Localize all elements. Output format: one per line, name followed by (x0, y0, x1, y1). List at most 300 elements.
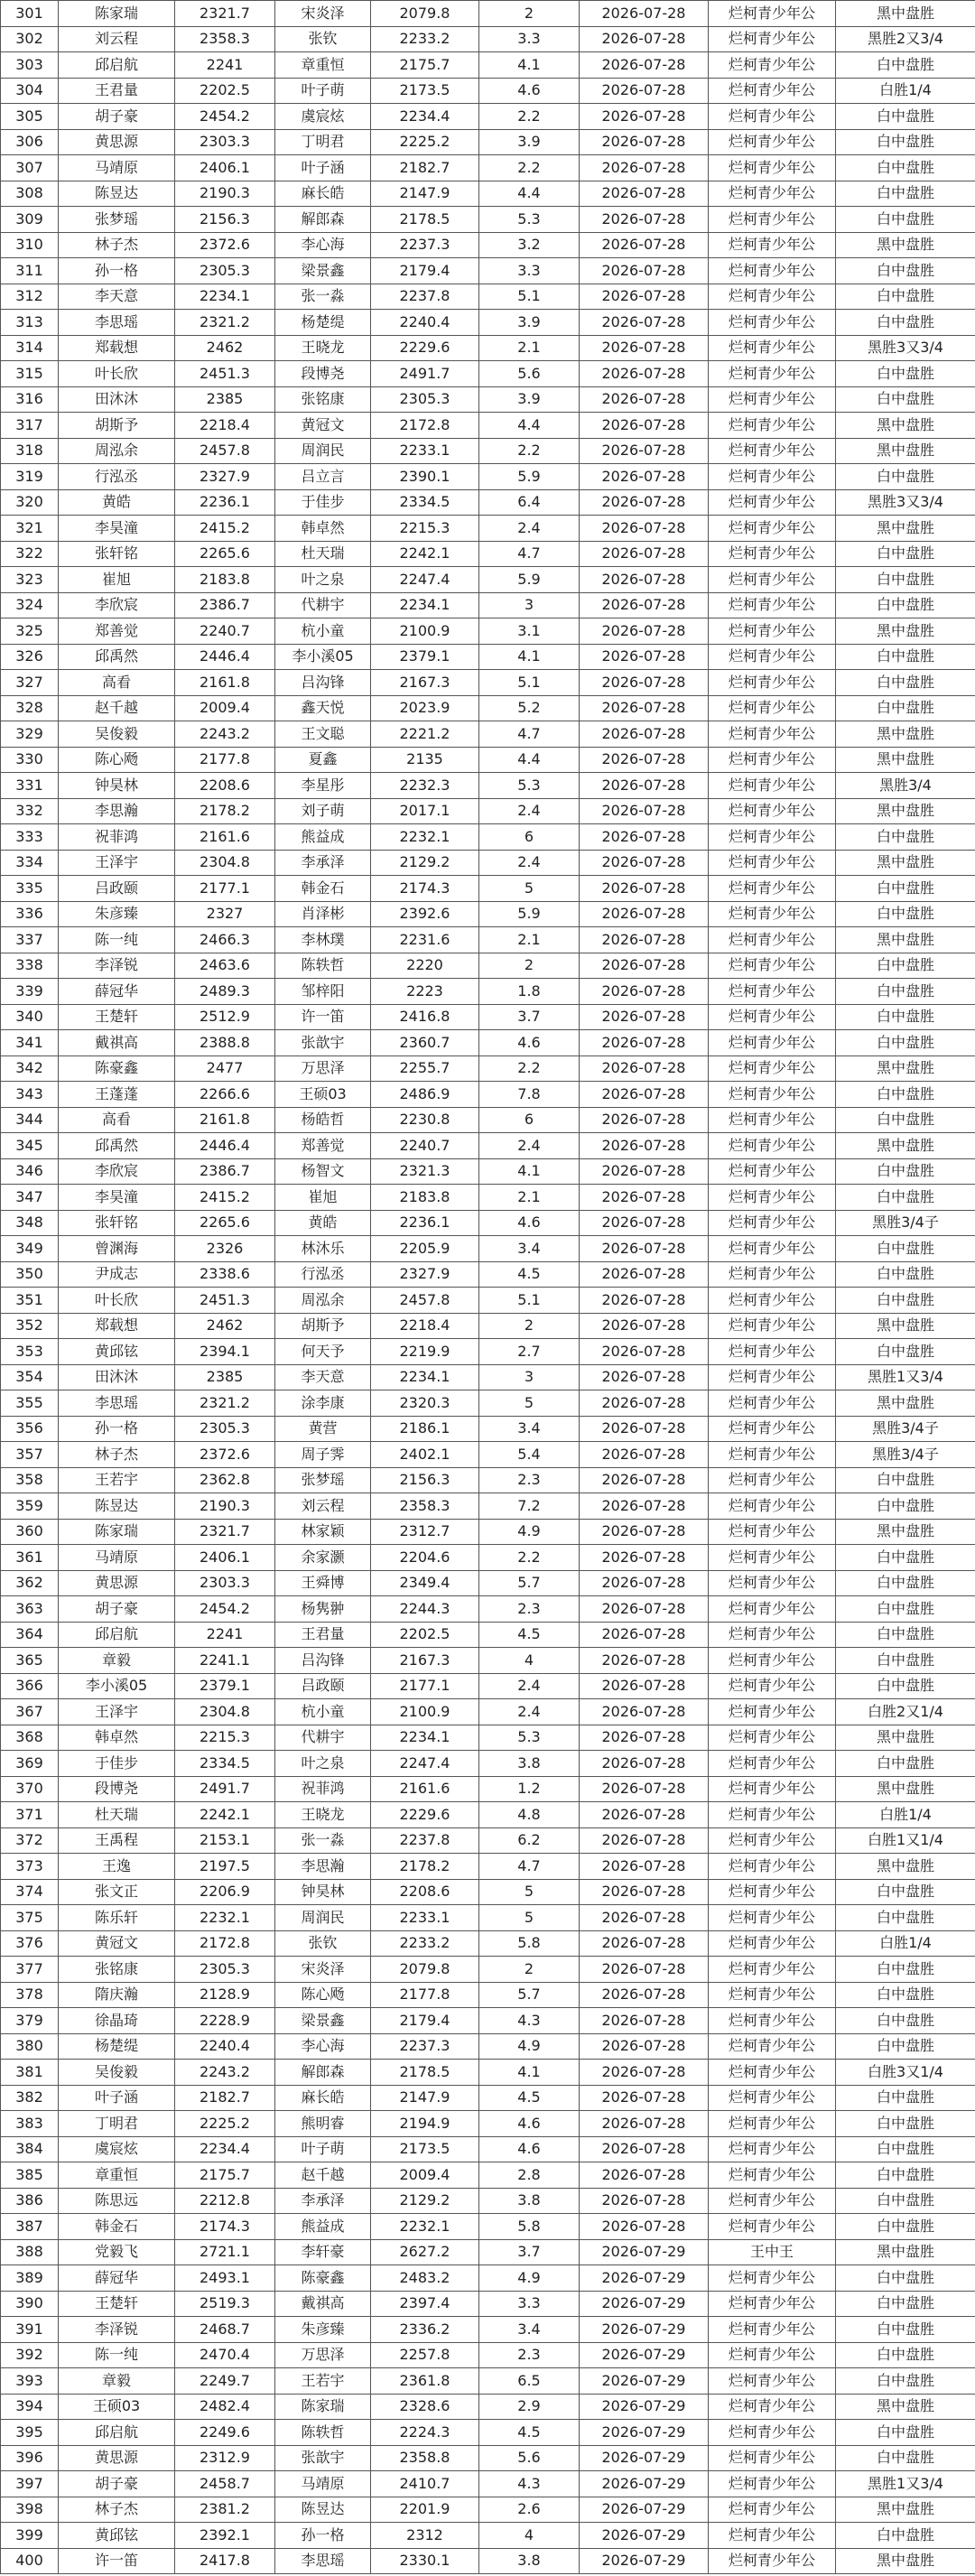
game-number-cell: 369 (1, 1751, 59, 1777)
black-player-cell: 陈家瑞 (59, 1, 175, 27)
white-rating-cell: 2230.8 (371, 1107, 479, 1133)
white-player-cell: 刘云程 (275, 1493, 371, 1520)
black-player-cell: 薛冠华 (59, 979, 175, 1005)
table-row (1, 618, 975, 645)
white-rating-cell: 2229.6 (371, 1802, 479, 1828)
black-player-cell: 王泽宇 (59, 850, 175, 876)
white-rating-cell: 2358.3 (371, 1493, 479, 1520)
tournament-cell: 烂柯青少年公 (709, 2445, 836, 2471)
game-number-cell: 321 (1, 516, 59, 542)
table-row (1, 1107, 975, 1133)
black-player-cell: 黄思源 (59, 129, 175, 155)
table-row (1, 438, 975, 464)
result-cell: 白中盘胜 (836, 824, 975, 851)
white-rating-cell: 2194.9 (371, 2111, 479, 2137)
game-number-cell: 349 (1, 1236, 59, 1262)
black-player-cell: 张梦瑶 (59, 207, 175, 233)
white-player-cell: 李轩豪 (275, 2239, 371, 2265)
game-number-cell: 322 (1, 541, 59, 567)
handicap-cell: 4.9 (479, 2033, 580, 2060)
game-number-cell: 323 (1, 567, 59, 593)
black-player-cell: 徐晶琦 (59, 2008, 175, 2034)
game-date-cell: 2026-07-28 (580, 1725, 709, 1751)
white-rating-cell: 2202.5 (371, 1622, 479, 1648)
result-cell: 黑中盘胜 (836, 850, 975, 876)
handicap-cell: 3 (479, 1364, 580, 1390)
black-rating-cell: 2234.1 (175, 284, 275, 310)
white-player-cell: 周子霁 (275, 1442, 371, 1468)
game-date-cell: 2026-07-28 (580, 824, 709, 851)
game-number-cell: 362 (1, 1570, 59, 1596)
white-player-cell: 戴祺高 (275, 2291, 371, 2317)
table-row (1, 1390, 975, 1417)
black-player-cell: 薛冠华 (59, 2265, 175, 2292)
game-number-cell: 303 (1, 52, 59, 79)
white-player-cell: 陈心飏 (275, 1982, 371, 2008)
white-rating-cell: 2237.8 (371, 1827, 479, 1854)
handicap-cell: 6.2 (479, 1827, 580, 1854)
black-player-cell: 李思瑶 (59, 310, 175, 336)
game-date-cell: 2026-07-28 (580, 1082, 709, 1108)
game-date-cell: 2026-07-28 (580, 1390, 709, 1417)
game-number-cell: 380 (1, 2033, 59, 2060)
game-date-cell: 2026-07-28 (580, 1751, 709, 1777)
black-rating-cell: 2177.8 (175, 747, 275, 773)
black-player-cell: 林子杰 (59, 1442, 175, 1468)
black-player-cell: 刘云程 (59, 26, 175, 52)
game-number-cell: 314 (1, 335, 59, 361)
table-row (1, 413, 975, 439)
table-row (1, 2136, 975, 2162)
game-date-cell: 2026-07-29 (580, 2239, 709, 2265)
table-row (1, 1185, 975, 1211)
table-row (1, 1930, 975, 1957)
handicap-cell: 2.1 (479, 927, 580, 953)
handicap-cell: 4.5 (479, 2085, 580, 2111)
result-cell: 白中盘胜 (836, 1648, 975, 1674)
tournament-cell: 烂柯青少年公 (709, 1776, 836, 1802)
white-player-cell: 李承泽 (275, 850, 371, 876)
white-player-cell: 解郎森 (275, 207, 371, 233)
black-rating-cell: 2128.9 (175, 1982, 275, 2008)
black-rating-cell: 2243.2 (175, 2060, 275, 2086)
handicap-cell: 4.7 (479, 1854, 580, 1880)
white-player-cell: 代耕宇 (275, 592, 371, 618)
result-cell: 白中盘胜 (836, 1673, 975, 1699)
black-rating-cell: 2462 (175, 335, 275, 361)
black-player-cell: 胡子豪 (59, 104, 175, 130)
white-rating-cell: 2178.2 (371, 1854, 479, 1880)
black-rating-cell: 2493.1 (175, 2265, 275, 2292)
game-number-cell: 351 (1, 1288, 59, 1314)
handicap-cell: 3.9 (479, 386, 580, 413)
game-date-cell: 2026-07-28 (580, 52, 709, 79)
tournament-cell: 烂柯青少年公 (709, 2420, 836, 2446)
white-rating-cell: 2079.8 (371, 1, 479, 27)
tournament-cell: 烂柯青少年公 (709, 310, 836, 336)
table-row (1, 1751, 975, 1777)
black-rating-cell: 2202.5 (175, 78, 275, 104)
table-row (1, 1339, 975, 1365)
game-date-cell: 2026-07-28 (580, 2033, 709, 2060)
game-date-cell: 2026-07-28 (580, 1545, 709, 1571)
tournament-cell: 烂柯青少年公 (709, 2394, 836, 2420)
tournament-cell: 烂柯青少年公 (709, 2265, 836, 2292)
black-player-cell: 崔旭 (59, 567, 175, 593)
handicap-cell: 2.2 (479, 155, 580, 181)
black-player-cell: 杨楚缇 (59, 2033, 175, 2060)
game-number-cell: 345 (1, 1133, 59, 1159)
handicap-cell: 4.5 (479, 1261, 580, 1288)
result-cell: 白中盘胜 (836, 1236, 975, 1262)
tournament-cell: 烂柯青少年公 (709, 232, 836, 258)
game-date-cell: 2026-07-28 (580, 1879, 709, 1905)
black-rating-cell: 2362.8 (175, 1467, 275, 1493)
tournament-cell: 烂柯青少年公 (709, 1957, 836, 1983)
tournament-cell: 烂柯青少年公 (709, 1622, 836, 1648)
black-player-cell: 陈乐轩 (59, 1905, 175, 1931)
tournament-cell: 烂柯青少年公 (709, 1004, 836, 1030)
black-rating-cell: 2519.3 (175, 2291, 275, 2317)
black-rating-cell: 2326 (175, 1236, 275, 1262)
white-rating-cell: 2358.8 (371, 2445, 479, 2471)
table-row (1, 592, 975, 618)
white-rating-cell: 2234.1 (371, 1725, 479, 1751)
white-player-cell: 林沐乐 (275, 1236, 371, 1262)
tournament-cell: 烂柯青少年公 (709, 1364, 836, 1390)
tournament-cell: 烂柯青少年公 (709, 1930, 836, 1957)
handicap-cell: 4.9 (479, 1519, 580, 1545)
tournament-cell: 烂柯青少年公 (709, 927, 836, 953)
table-row (1, 489, 975, 516)
game-number-cell: 301 (1, 1, 59, 27)
white-player-cell: 李林璞 (275, 927, 371, 953)
white-player-cell: 万思泽 (275, 2342, 371, 2368)
table-row (1, 1056, 975, 1082)
table-row (1, 2420, 975, 2446)
game-number-cell: 375 (1, 1905, 59, 1931)
game-date-cell: 2026-07-28 (580, 850, 709, 876)
tournament-cell: 烂柯青少年公 (709, 1751, 836, 1777)
table-row (1, 927, 975, 953)
black-rating-cell: 2197.5 (175, 1854, 275, 1880)
result-cell: 白中盘胜 (836, 2033, 975, 2060)
game-number-cell: 357 (1, 1442, 59, 1468)
handicap-cell: 5.7 (479, 1982, 580, 2008)
handicap-cell: 5.6 (479, 2445, 580, 2471)
tournament-cell: 烂柯青少年公 (709, 695, 836, 721)
black-player-cell: 郑善觉 (59, 618, 175, 645)
table-row (1, 695, 975, 721)
black-player-cell: 高看 (59, 670, 175, 696)
black-rating-cell: 2406.1 (175, 1545, 275, 1571)
white-rating-cell: 2175.7 (371, 52, 479, 79)
white-rating-cell: 2236.1 (371, 1210, 479, 1236)
handicap-cell: 5.2 (479, 695, 580, 721)
handicap-cell: 5.1 (479, 284, 580, 310)
black-rating-cell: 2241 (175, 52, 275, 79)
result-cell: 白中盘胜 (836, 1339, 975, 1365)
black-rating-cell: 2182.7 (175, 2085, 275, 2111)
result-cell: 白中盘胜 (836, 2188, 975, 2214)
tournament-cell: 烂柯青少年公 (709, 618, 836, 645)
black-rating-cell: 2242.1 (175, 1802, 275, 1828)
result-cell: 黑胜1又3/4 (836, 2471, 975, 2497)
handicap-cell: 5.3 (479, 773, 580, 799)
game-date-cell: 2026-07-29 (580, 2265, 709, 2292)
game-date-cell: 2026-07-28 (580, 335, 709, 361)
black-player-cell: 田沐沐 (59, 1364, 175, 1390)
black-player-cell: 张轩铭 (59, 541, 175, 567)
black-rating-cell: 2303.3 (175, 129, 275, 155)
black-rating-cell: 2381.2 (175, 2497, 275, 2523)
black-player-cell: 高看 (59, 1107, 175, 1133)
game-number-cell: 397 (1, 2471, 59, 2497)
handicap-cell: 2.2 (479, 438, 580, 464)
black-player-cell: 钟昊林 (59, 773, 175, 799)
table-row (1, 361, 975, 387)
white-player-cell: 杨隽翀 (275, 1596, 371, 1623)
tournament-cell: 王中王 (709, 2239, 836, 2265)
tournament-cell: 烂柯青少年公 (709, 1107, 836, 1133)
tournament-cell: 烂柯青少年公 (709, 516, 836, 542)
black-rating-cell: 2463.6 (175, 953, 275, 979)
result-cell: 白中盘胜 (836, 284, 975, 310)
white-player-cell: 章重恒 (275, 52, 371, 79)
white-player-cell: 宋炎泽 (275, 1, 371, 27)
game-number-cell: 346 (1, 1158, 59, 1185)
tournament-cell: 烂柯青少年公 (709, 52, 836, 79)
game-date-cell: 2026-07-28 (580, 361, 709, 387)
game-date-cell: 2026-07-28 (580, 747, 709, 773)
white-player-cell: 吕沟锋 (275, 670, 371, 696)
result-cell: 黑中盘胜 (836, 1854, 975, 1880)
handicap-cell: 2.4 (479, 798, 580, 824)
handicap-cell: 4.9 (479, 2265, 580, 2292)
game-number-cell: 353 (1, 1339, 59, 1365)
black-player-cell: 李欣宸 (59, 1158, 175, 1185)
game-date-cell: 2026-07-28 (580, 2214, 709, 2240)
game-number-cell: 327 (1, 670, 59, 696)
tournament-cell: 烂柯青少年公 (709, 1056, 836, 1082)
table-row (1, 1982, 975, 2008)
result-cell: 白中盘胜 (836, 1982, 975, 2008)
white-player-cell: 虞宸炫 (275, 104, 371, 130)
handicap-cell: 4.6 (479, 2136, 580, 2162)
white-player-cell: 黄营 (275, 1416, 371, 1442)
black-rating-cell: 2392.1 (175, 2523, 275, 2549)
handicap-cell: 4.1 (479, 644, 580, 670)
result-cell: 白中盘胜 (836, 2523, 975, 2549)
white-player-cell: 王晓龙 (275, 335, 371, 361)
handicap-cell: 5.1 (479, 1288, 580, 1314)
black-player-cell: 段博尧 (59, 1776, 175, 1802)
black-rating-cell: 2240.7 (175, 618, 275, 645)
black-player-cell: 赵千越 (59, 695, 175, 721)
tournament-cell: 烂柯青少年公 (709, 2471, 836, 2497)
game-number-cell: 336 (1, 901, 59, 927)
black-player-cell: 陈豪鑫 (59, 1056, 175, 1082)
white-player-cell: 李星彤 (275, 773, 371, 799)
tournament-cell: 烂柯青少年公 (709, 567, 836, 593)
black-rating-cell: 2451.3 (175, 1288, 275, 1314)
game-date-cell: 2026-07-28 (580, 1185, 709, 1211)
white-rating-cell: 2129.2 (371, 2188, 479, 2214)
tournament-cell: 烂柯青少年公 (709, 413, 836, 439)
tournament-cell: 烂柯青少年公 (709, 181, 836, 207)
result-cell: 黑中盘胜 (836, 1133, 975, 1159)
black-rating-cell: 2466.3 (175, 927, 275, 953)
game-date-cell: 2026-07-28 (580, 438, 709, 464)
white-player-cell: 于佳步 (275, 489, 371, 516)
table-row (1, 1493, 975, 1520)
black-player-cell: 王硕03 (59, 2394, 175, 2420)
result-cell: 白中盘胜 (836, 129, 975, 155)
table-row (1, 1905, 975, 1931)
table-row (1, 2394, 975, 2420)
black-rating-cell: 2321.2 (175, 310, 275, 336)
result-cell: 白中盘胜 (836, 1158, 975, 1185)
game-number-cell: 374 (1, 1879, 59, 1905)
white-rating-cell: 2147.9 (371, 2085, 479, 2111)
black-rating-cell: 2385 (175, 386, 275, 413)
result-cell: 黑中盘胜 (836, 1056, 975, 1082)
tournament-cell: 烂柯青少年公 (709, 2497, 836, 2523)
black-player-cell: 黄邱铉 (59, 2523, 175, 2549)
game-date-cell: 2026-07-28 (580, 1776, 709, 1802)
white-player-cell: 吕政颐 (275, 1673, 371, 1699)
game-number-cell: 310 (1, 232, 59, 258)
game-date-cell: 2026-07-28 (580, 1416, 709, 1442)
white-rating-cell: 2233.2 (371, 1930, 479, 1957)
tournament-cell: 烂柯青少年公 (709, 1, 836, 27)
black-player-cell: 胡子豪 (59, 2471, 175, 2497)
white-player-cell: 刘子萌 (275, 798, 371, 824)
result-cell: 黑胜3又3/4 (836, 335, 975, 361)
tournament-cell: 烂柯青少年公 (709, 1288, 836, 1314)
handicap-cell: 2.6 (479, 2497, 580, 2523)
table-row (1, 670, 975, 696)
white-player-cell: 行泓丞 (275, 1261, 371, 1288)
black-player-cell: 王若宇 (59, 1467, 175, 1493)
game-date-cell: 2026-07-29 (580, 2445, 709, 2471)
handicap-cell: 4.4 (479, 413, 580, 439)
black-player-cell: 尹成志 (59, 1261, 175, 1288)
game-date-cell: 2026-07-28 (580, 1442, 709, 1468)
game-number-cell: 320 (1, 489, 59, 516)
game-date-cell: 2026-07-28 (580, 1339, 709, 1365)
white-rating-cell: 2232.1 (371, 824, 479, 851)
white-rating-cell: 2173.5 (371, 2136, 479, 2162)
game-date-cell: 2026-07-28 (580, 2111, 709, 2137)
white-rating-cell: 2177.8 (371, 1982, 479, 2008)
table-row (1, 232, 975, 258)
black-player-cell: 于佳步 (59, 1751, 175, 1777)
white-player-cell: 王君量 (275, 1622, 371, 1648)
white-player-cell: 叶子涵 (275, 155, 371, 181)
result-cell: 白中盘胜 (836, 695, 975, 721)
handicap-cell: 4.6 (479, 2111, 580, 2137)
game-date-cell: 2026-07-28 (580, 592, 709, 618)
tournament-cell: 烂柯青少年公 (709, 284, 836, 310)
tournament-cell: 烂柯青少年公 (709, 1673, 836, 1699)
game-date-cell: 2026-07-28 (580, 26, 709, 52)
white-player-cell: 李心海 (275, 2033, 371, 2060)
black-rating-cell: 2212.8 (175, 2188, 275, 2214)
game-date-cell: 2026-07-28 (580, 1622, 709, 1648)
black-player-cell: 李思瑶 (59, 1390, 175, 1417)
tournament-cell: 烂柯青少年公 (709, 78, 836, 104)
black-player-cell: 丁明君 (59, 2111, 175, 2137)
game-number-cell: 354 (1, 1364, 59, 1390)
tournament-cell: 烂柯青少年公 (709, 1519, 836, 1545)
handicap-cell: 3.9 (479, 129, 580, 155)
game-number-cell: 352 (1, 1313, 59, 1339)
handicap-cell: 2.4 (479, 850, 580, 876)
result-cell: 白中盘胜 (836, 2085, 975, 2111)
result-cell: 黑中盘胜 (836, 2394, 975, 2420)
white-player-cell: 周泓余 (275, 1288, 371, 1314)
game-date-cell: 2026-07-28 (580, 258, 709, 284)
black-player-cell: 胡子豪 (59, 1596, 175, 1623)
black-rating-cell: 2206.9 (175, 1879, 275, 1905)
handicap-cell: 4.1 (479, 2060, 580, 2086)
game-number-cell: 378 (1, 1982, 59, 2008)
game-number-cell: 304 (1, 78, 59, 104)
black-rating-cell: 2327.9 (175, 464, 275, 490)
black-player-cell: 王君量 (59, 78, 175, 104)
game-number-cell: 389 (1, 2265, 59, 2292)
tournament-cell: 烂柯青少年公 (709, 1082, 836, 1108)
result-cell: 白中盘胜 (836, 953, 975, 979)
result-cell: 白中盘胜 (836, 1107, 975, 1133)
handicap-cell: 2.2 (479, 104, 580, 130)
black-rating-cell: 2321.2 (175, 1390, 275, 1417)
result-cell: 黑中盘胜 (836, 747, 975, 773)
tournament-cell: 烂柯青少年公 (709, 1545, 836, 1571)
white-player-cell: 李思瑶 (275, 2548, 371, 2574)
black-rating-cell: 2482.4 (175, 2394, 275, 2420)
black-player-cell: 马靖原 (59, 1545, 175, 1571)
result-cell: 白胜1/4 (836, 1930, 975, 1957)
game-date-cell: 2026-07-28 (580, 2136, 709, 2162)
white-rating-cell: 2233.2 (371, 26, 479, 52)
tournament-cell: 烂柯青少年公 (709, 592, 836, 618)
black-rating-cell: 2358.3 (175, 26, 275, 52)
white-player-cell: 黄冠文 (275, 413, 371, 439)
table-row (1, 516, 975, 542)
tournament-cell: 烂柯青少年公 (709, 798, 836, 824)
game-number-cell: 384 (1, 2136, 59, 2162)
white-rating-cell: 2379.1 (371, 644, 479, 670)
white-player-cell: 周润民 (275, 438, 371, 464)
handicap-cell: 4.7 (479, 541, 580, 567)
tournament-cell: 烂柯青少年公 (709, 1596, 836, 1623)
game-number-cell: 335 (1, 876, 59, 902)
black-player-cell: 吴俊毅 (59, 721, 175, 748)
white-rating-cell: 2390.1 (371, 464, 479, 490)
table-row (1, 1545, 975, 1571)
result-cell: 白中盘胜 (836, 386, 975, 413)
white-rating-cell: 2397.4 (371, 2291, 479, 2317)
white-player-cell: 韩金石 (275, 876, 371, 902)
tournament-cell: 烂柯青少年公 (709, 979, 836, 1005)
black-player-cell: 行泓丞 (59, 464, 175, 490)
table-row (1, 2239, 975, 2265)
tournament-cell: 烂柯青少年公 (709, 1133, 836, 1159)
result-cell: 白中盘胜 (836, 52, 975, 79)
black-rating-cell: 2721.1 (175, 2239, 275, 2265)
